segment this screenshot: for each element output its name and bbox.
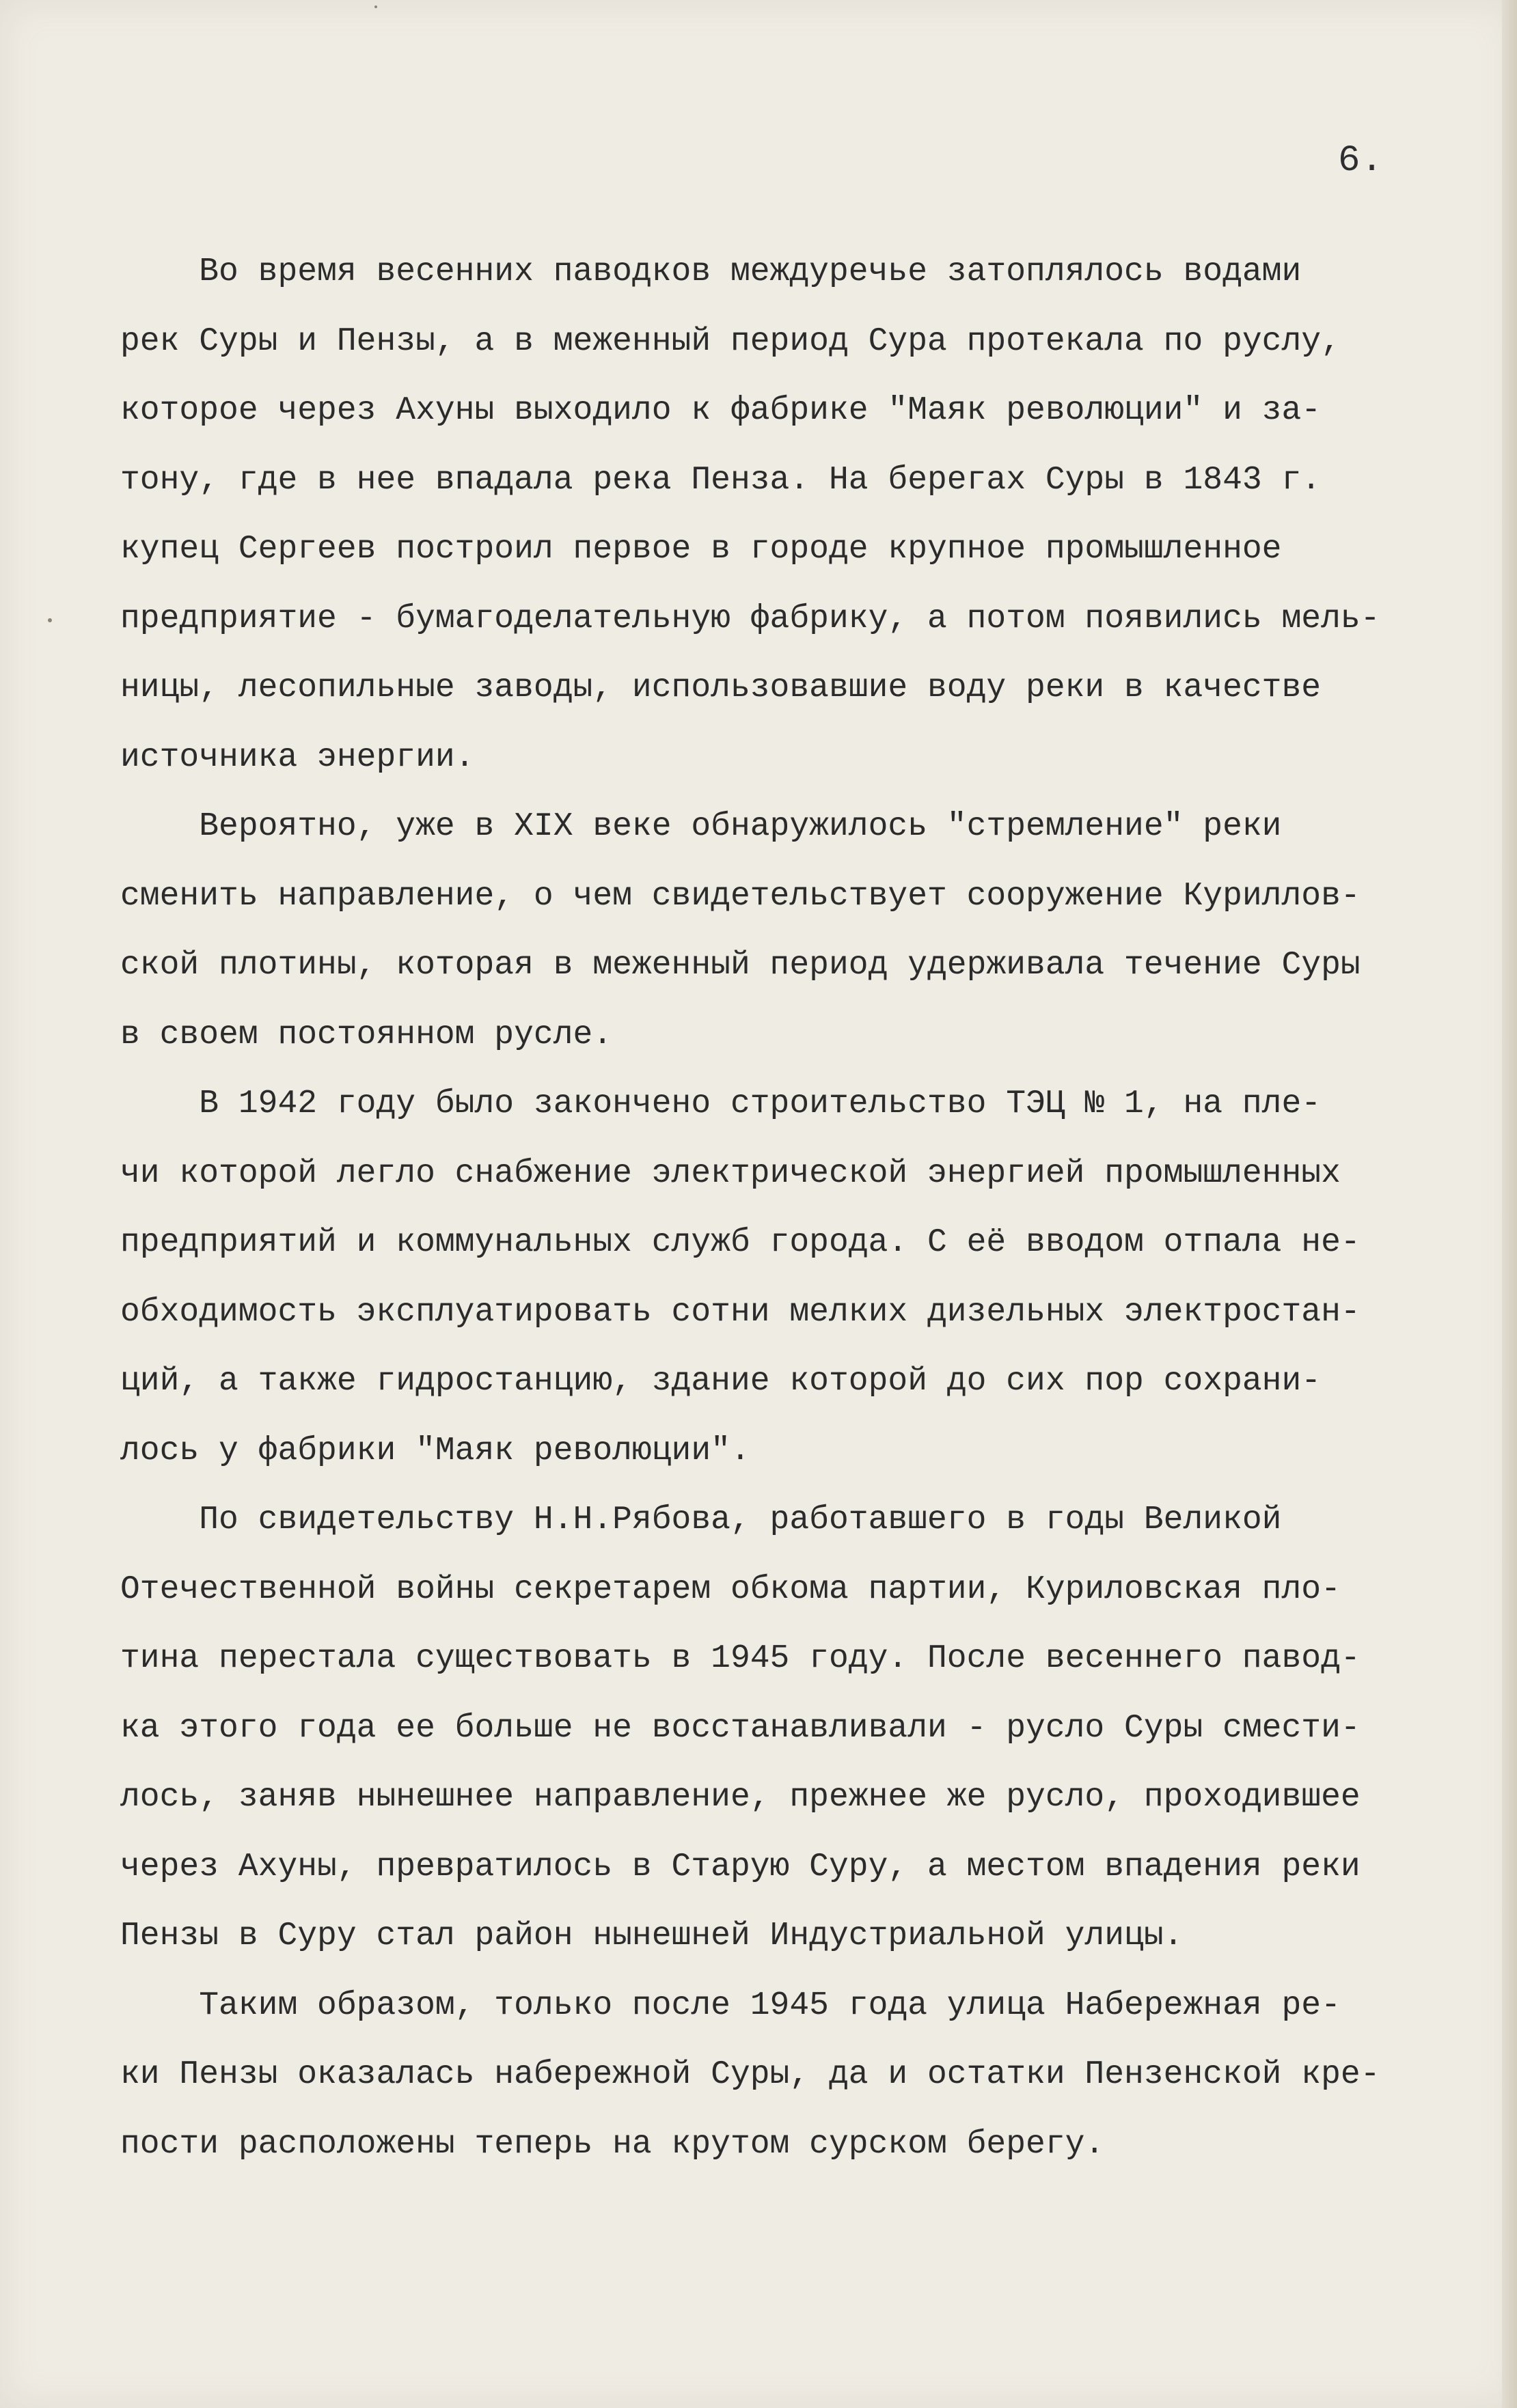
body-text [120, 238, 1480, 2179]
text-line: По свидетельству Н.Н.Рябова, работавшего в годы Великой [120, 1501, 1282, 1538]
text-line: купец Сергеев построил первое в городе крупное промышленное [120, 531, 1282, 568]
text-line: тина перестала существовать в 1945 году. После весеннего павод- [120, 1640, 1361, 1677]
text-line: ка этого года ее больше не восстанавливали - русло Суры смести- [120, 1709, 1361, 1747]
text-line: Таким образом, только после 1945 года улица Набережная ре- [120, 1987, 1341, 2024]
page-edge [1502, 0, 1517, 2408]
text-line: которое через Ахуны выходило к фабрике "Маяк революции" и за- [120, 392, 1322, 429]
text-line: тону, где в нее впадала река Пенза. На берегах Суры в 1843 г. [120, 461, 1322, 499]
text-line: чи которой легло снабжение электрической энергией промышленных [120, 1154, 1341, 1192]
text-line: пости расположены теперь на крутом сурском берегу. [120, 2125, 1105, 2163]
text-line: ской плотины, которая в меженный период удерживала течение Суры [120, 947, 1361, 984]
text-line: Вероятно, уже в XIX веке обнаружилось "стремление" реки [120, 808, 1282, 845]
text-line: Отечественной войны секретарем обкома партии, Куриловская пло- [120, 1570, 1341, 1608]
text-line: Пензы в Суру стал район нынешней Индустриальной улицы. [120, 1918, 1184, 1954]
text-line: ницы, лесопильные заводы, использовавшие воду реки в качестве [120, 669, 1322, 706]
text-line: рек Суры и Пензы, а в меженный период Сура протекала по руслу, [120, 322, 1341, 360]
text-line: предприятие - бумагоделательную фабрику, а потом появились мель- [120, 600, 1380, 637]
text-line: лось у фабрики "Маяк революции". [120, 1432, 750, 1469]
text-line: ки Пензы оказалась набережной Суры, да и остатки Пензенской кре- [120, 2056, 1380, 2093]
paper-speck [48, 618, 52, 622]
text-line: источника энергии. [120, 738, 475, 776]
text-line: В 1942 году было закончено строительство ТЭЦ № 1, на пле- [120, 1085, 1322, 1122]
paper-speck [374, 5, 377, 8]
text-line: Во время весенних паводков междуречье затоплялось водами [120, 253, 1302, 290]
text-line: в своем постоянном русле. [120, 1016, 613, 1053]
text-line: обходимость эксплуатировать сотни мелких дизельных электростан- [120, 1293, 1361, 1331]
text-line: сменить направление, о чем свидетельствует сооружение Куриллов- [120, 877, 1361, 915]
page-number: 6. [1338, 140, 1384, 182]
text-line: ций, а также гидростанцию, здание которой до сих пор сохрани- [120, 1363, 1322, 1400]
text-line: предприятий и коммунальных служб города. С её вводом отпала не- [120, 1224, 1361, 1261]
text-line: через Ахуны, превратилось в Старую Суру, а местом впадения реки [120, 1848, 1361, 1885]
text-line: лось, заняв нынешнее направление, прежнее же русло, проходившее [120, 1779, 1361, 1816]
